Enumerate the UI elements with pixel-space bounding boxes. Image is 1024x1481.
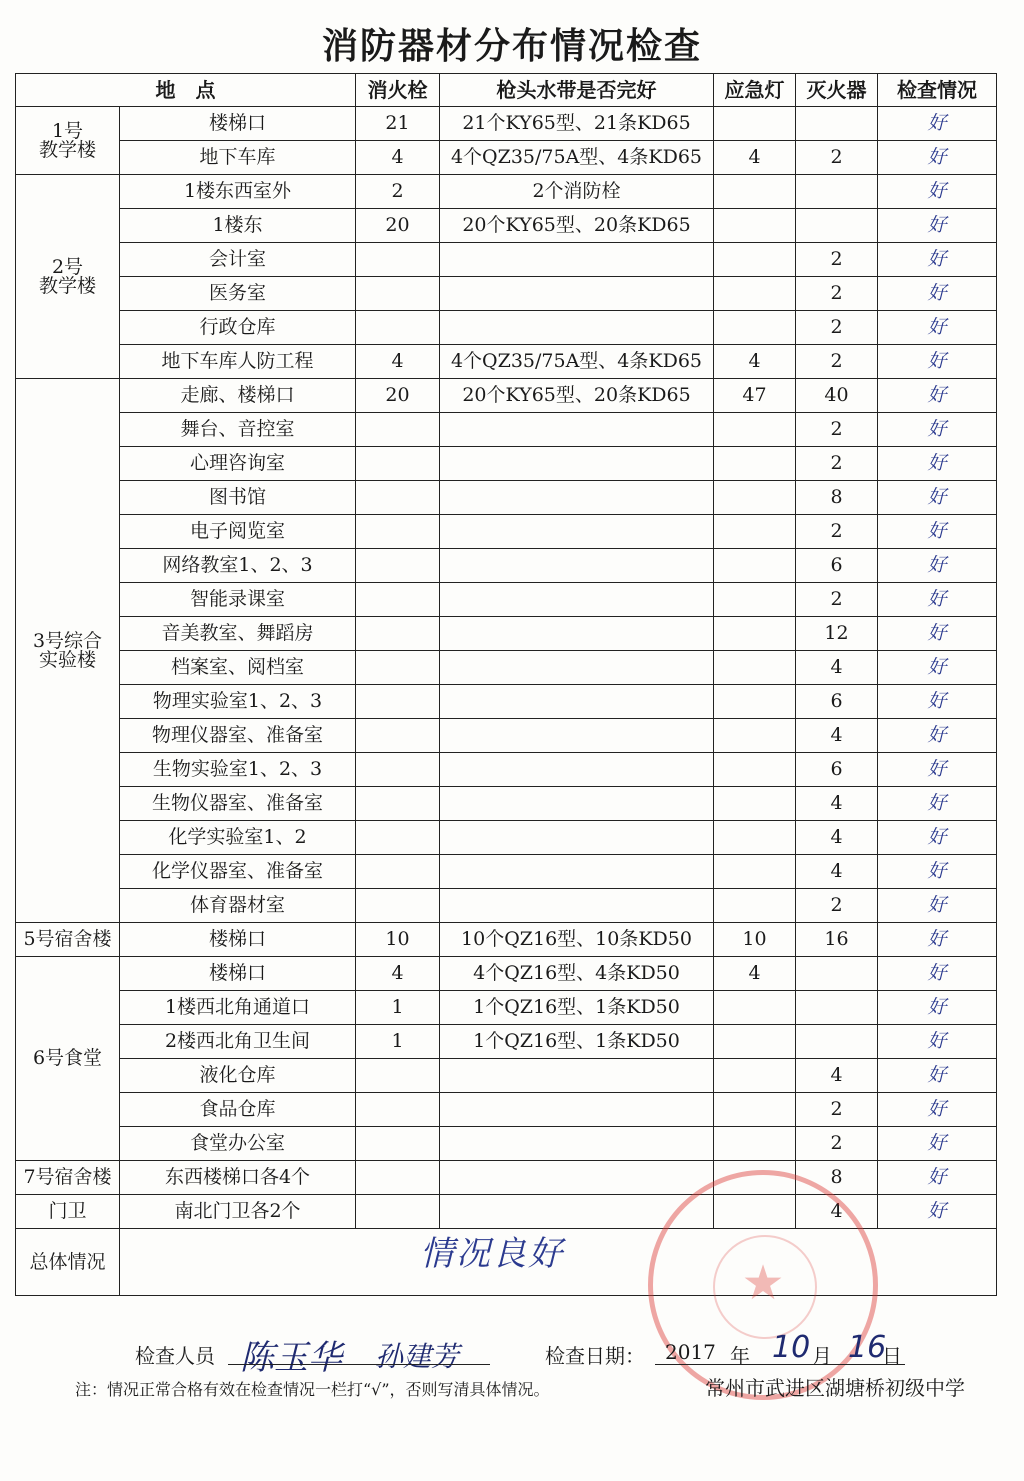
place-cell: 体育器材室 [120,889,356,923]
extinguisher-cell: 8 [796,1161,878,1195]
table-row [16,583,997,617]
check-cell: 好 [878,549,997,583]
place-cell: 东西楼梯口各4个 [120,1161,356,1195]
hydrant-cell [356,685,440,719]
place-cell: 医务室 [120,277,356,311]
check-cell: 好 [878,617,997,651]
emergency-light-cell: 4 [714,141,796,175]
school-seal [648,1170,878,1400]
check-cell: 好 [878,719,997,753]
extinguisher-cell: 6 [796,549,878,583]
extinguisher-cell: 6 [796,685,878,719]
hydrant-cell: 4 [356,957,440,991]
hydrant-cell [356,719,440,753]
hydrant-cell [356,787,440,821]
building-cell [16,1195,120,1229]
table-row [16,1025,997,1059]
place-cell: 物理实验室1、2、3 [120,685,356,719]
table-row [16,209,997,243]
extinguisher-cell [796,1025,878,1059]
table-row [16,719,997,753]
building-label: 7号宿舍楼 [23,1166,112,1188]
table-row [16,277,997,311]
place-cell: 楼梯口 [120,957,356,991]
place-cell: 智能录课室 [120,583,356,617]
hydrant-cell: 1 [356,991,440,1025]
table-row [16,1059,997,1093]
table-row [16,889,997,923]
hydrant-cell [356,447,440,481]
check-cell: 好 [878,583,997,617]
place-cell: 化学仪器室、准备室 [120,855,356,889]
header-row [16,74,997,107]
header-extinguisher: 灭火器 [796,74,878,107]
inspector-underline [228,1364,490,1365]
check-cell: 好 [878,107,997,141]
hose-cell: 4个QZ35/75A型、4条KD65 [440,141,714,175]
hose-cell [440,1161,714,1195]
extinguisher-cell: 2 [796,345,878,379]
hydrant-cell [356,549,440,583]
place-cell: 物理仪器室、准备室 [120,719,356,753]
place-cell: 食堂办公室 [120,1127,356,1161]
extinguisher-cell: 2 [796,1093,878,1127]
hydrant-cell: 2 [356,175,440,209]
check-cell: 好 [878,991,997,1025]
building-label: 实验楼 [38,648,96,671]
extinguisher-cell: 2 [796,311,878,345]
building-label: 3号综合 [32,629,103,652]
table-row [16,685,997,719]
emergency-light-cell [714,413,796,447]
emergency-light-cell: 10 [714,923,796,957]
emergency-light-cell [714,515,796,549]
hose-cell [440,855,714,889]
hose-cell [440,447,714,481]
extinguisher-cell: 2 [796,413,878,447]
extinguisher-cell: 2 [796,583,878,617]
hydrant-cell: 20 [356,379,440,413]
extinguisher-cell: 8 [796,481,878,515]
header-hydrant: 消火栓 [356,74,440,107]
extinguisher-cell: 12 [796,617,878,651]
school-name: 常州市武进区湖塘桥初级中学 [705,1376,965,1400]
emergency-light-cell: 47 [714,379,796,413]
building-cell [16,923,120,957]
place-cell: 电子阅览室 [120,515,356,549]
extinguisher-cell: 2 [796,277,878,311]
check-cell: 好 [878,821,997,855]
overall-label: 总体情况 [16,1229,120,1296]
date-label: 检查日期： [545,1344,645,1368]
hydrant-cell [356,753,440,787]
hose-cell [440,1059,714,1093]
table-row [16,549,997,583]
hose-cell: 1个QZ16型、1条KD50 [440,1025,714,1059]
hydrant-cell [356,1093,440,1127]
check-cell: 好 [878,345,997,379]
hose-cell [440,481,714,515]
check-cell: 好 [878,277,997,311]
date-month: 10 [772,1330,811,1365]
check-cell: 好 [878,923,997,957]
hose-cell [440,821,714,855]
place-cell: 2楼西北角卫生间 [120,1025,356,1059]
hose-cell [440,413,714,447]
hose-cell [440,583,714,617]
seal-star-icon: ★ [741,1255,785,1311]
check-cell: 好 [878,379,997,413]
check-cell: 好 [878,1059,997,1093]
hose-cell: 20个KY65型、20条KD65 [440,379,714,413]
place-cell: 楼梯口 [120,107,356,141]
check-cell: 好 [878,1025,997,1059]
emergency-light-cell [714,685,796,719]
table-row [16,243,997,277]
place-cell: 液化仓库 [120,1059,356,1093]
table-row [16,311,997,345]
table-row [16,753,997,787]
overall-value: 情况良好 [420,1234,564,1274]
date-month-unit: 月 [812,1344,832,1368]
check-cell: 好 [878,957,997,991]
emergency-light-cell [714,481,796,515]
header-check: 检查情况 [878,74,997,107]
table-row [16,413,997,447]
place-cell: 1楼西北角通道口 [120,991,356,1025]
emergency-light-cell [714,991,796,1025]
place-cell: 1楼东 [120,209,356,243]
place-cell: 网络教室1、2、3 [120,549,356,583]
footnote: 注：情况正常合格有效在检查情况一栏打“√”，否则写清具体情况。 [75,1380,550,1399]
extinguisher-cell: 2 [796,515,878,549]
hydrant-cell [356,1127,440,1161]
hydrant-cell [356,821,440,855]
place-cell: 舞台、音控室 [120,413,356,447]
check-cell: 好 [878,753,997,787]
extinguisher-cell: 2 [796,447,878,481]
extinguisher-cell: 4 [796,787,878,821]
place-cell: 生物实验室1、2、3 [120,753,356,787]
check-cell: 好 [878,685,997,719]
hydrant-cell: 21 [356,107,440,141]
table-row [16,651,997,685]
extinguisher-cell: 2 [796,141,878,175]
place-cell: 化学实验室1、2 [120,821,356,855]
emergency-light-cell [714,277,796,311]
place-cell: 走廊、楼梯口 [120,379,356,413]
hose-cell [440,243,714,277]
emergency-light-cell [714,617,796,651]
extinguisher-cell [796,175,878,209]
table-row [16,107,997,141]
extinguisher-cell: 2 [796,243,878,277]
emergency-light-cell [714,311,796,345]
date-year-unit: 年 [730,1344,750,1368]
hydrant-cell [356,277,440,311]
hose-cell [440,787,714,821]
hose-cell: 4个QZ35/75A型、4条KD65 [440,345,714,379]
extinguisher-cell: 6 [796,753,878,787]
date-day-unit: 日 [882,1344,902,1368]
extinguisher-cell: 4 [796,651,878,685]
extinguisher-cell: 40 [796,379,878,413]
hydrant-cell: 10 [356,923,440,957]
document-title: 消防器材分布情况检查 [321,26,702,67]
date-day: 16 [848,1330,887,1365]
emergency-light-cell [714,175,796,209]
hose-cell [440,311,714,345]
building-cell [16,379,120,923]
hydrant-cell [356,481,440,515]
emergency-light-cell [714,719,796,753]
hose-cell [440,617,714,651]
emergency-light-cell [714,1059,796,1093]
table-row [16,447,997,481]
table-row [16,515,997,549]
inspector-signature-2: 孙建芳 [375,1340,460,1373]
table-body [16,107,997,1229]
hydrant-cell: 4 [356,345,440,379]
hose-cell [440,753,714,787]
building-label: 6号食堂 [32,1047,103,1069]
emergency-light-cell [714,243,796,277]
building-label: 教学楼 [38,138,96,161]
hydrant-cell [356,855,440,889]
table-row [16,175,997,209]
hydrant-cell [356,1195,440,1229]
hydrant-cell: 4 [356,141,440,175]
extinguisher-cell: 4 [796,1195,878,1229]
table-row [16,1127,997,1161]
check-cell: 好 [878,481,997,515]
hydrant-cell: 20 [356,209,440,243]
emergency-light-cell [714,855,796,889]
emergency-light-cell [714,447,796,481]
hose-cell: 10个QZ16型、10条KD50 [440,923,714,957]
place-cell: 音美教室、舞蹈房 [120,617,356,651]
emergency-light-cell: 4 [714,957,796,991]
hose-cell [440,685,714,719]
hose-cell: 1个QZ16型、1条KD50 [440,991,714,1025]
place-cell: 1楼东西室外 [120,175,356,209]
check-cell: 好 [878,447,997,481]
building-label: 2号 [51,255,84,278]
hose-cell [440,719,714,753]
place-cell: 图书馆 [120,481,356,515]
hose-cell: 21个KY65型、21条KD65 [440,107,714,141]
hose-cell [440,1093,714,1127]
building-label: 教学楼 [38,274,96,297]
check-cell: 好 [878,1127,997,1161]
place-cell: 档案室、阅档室 [120,651,356,685]
check-cell: 好 [878,651,997,685]
place-cell: 心理咨询室 [120,447,356,481]
hose-cell [440,889,714,923]
check-cell: 好 [878,413,997,447]
check-cell: 好 [878,889,997,923]
table-row [16,379,997,413]
building-label: 5号宿舍楼 [23,928,112,950]
place-cell: 地下车库 [120,141,356,175]
hydrant-cell [356,1059,440,1093]
emergency-light-cell [714,787,796,821]
hose-cell [440,1127,714,1161]
hose-cell [440,515,714,549]
inspector-signature-1: 陈玉华 [240,1338,342,1378]
extinguisher-cell [796,107,878,141]
building-cell [16,175,120,379]
table-row [16,923,997,957]
table-row [16,345,997,379]
check-cell: 好 [878,1161,997,1195]
hydrant-cell [356,889,440,923]
hydrant-cell [356,243,440,277]
table-row [16,855,997,889]
extinguisher-cell [796,957,878,991]
header-hose: 枪头水带是否完好 [440,74,714,107]
hose-cell [440,277,714,311]
check-cell: 好 [878,209,997,243]
emergency-light-cell [714,209,796,243]
place-cell: 会计室 [120,243,356,277]
header-location: 地 点 [16,74,356,107]
building-cell [16,107,120,175]
extinguisher-cell: 4 [796,719,878,753]
check-cell: 好 [878,243,997,277]
hydrant-cell [356,617,440,651]
extinguisher-cell [796,991,878,1025]
hose-cell [440,651,714,685]
check-cell: 好 [878,855,997,889]
building-cell [16,957,120,1161]
hydrant-cell [356,515,440,549]
hydrant-cell [356,1161,440,1195]
table-row [16,1093,997,1127]
emergency-light-cell [714,583,796,617]
table-row [16,991,997,1025]
emergency-light-cell [714,1093,796,1127]
check-cell: 好 [878,175,997,209]
table-row [16,821,997,855]
extinguisher-cell: 4 [796,1059,878,1093]
emergency-light-cell [714,1025,796,1059]
extinguisher-cell: 2 [796,1127,878,1161]
check-cell: 好 [878,1093,997,1127]
building-cell [16,1161,120,1195]
extinguisher-cell: 16 [796,923,878,957]
check-cell: 好 [878,141,997,175]
extinguisher-cell: 2 [796,889,878,923]
table-row [16,787,997,821]
emergency-light-cell: 4 [714,345,796,379]
hose-cell: 4个QZ16型、4条KD50 [440,957,714,991]
extinguisher-cell: 4 [796,855,878,889]
hose-cell: 20个KY65型、20条KD65 [440,209,714,243]
hose-cell [440,549,714,583]
emergency-light-cell [714,753,796,787]
extinguisher-cell [796,209,878,243]
table-row [16,617,997,651]
emergency-light-cell [714,821,796,855]
place-cell: 南北门卫各2个 [120,1195,356,1229]
emergency-light-cell [714,549,796,583]
place-cell: 楼梯口 [120,923,356,957]
emergency-light-cell [714,1127,796,1161]
extinguisher-cell: 4 [796,821,878,855]
table-row [16,481,997,515]
date-underline [655,1364,905,1365]
place-cell: 行政仓库 [120,311,356,345]
check-cell: 好 [878,787,997,821]
check-cell: 好 [878,311,997,345]
emergency-light-cell [714,889,796,923]
place-cell: 地下车库人防工程 [120,345,356,379]
hydrant-cell [356,311,440,345]
hydrant-cell [356,583,440,617]
hose-cell: 2个消防栓 [440,175,714,209]
table-row [16,1161,997,1195]
inspector-label: 检查人员 [135,1344,215,1368]
check-cell: 好 [878,515,997,549]
hydrant-cell: 1 [356,1025,440,1059]
building-label: 1号 [51,119,84,142]
hydrant-cell [356,413,440,447]
hydrant-cell [356,651,440,685]
date-year: 2017 [665,1340,716,1364]
table-row [16,141,997,175]
building-label: 门卫 [48,1200,87,1222]
check-cell: 好 [878,1195,997,1229]
table-row [16,957,997,991]
place-cell: 生物仪器室、准备室 [120,787,356,821]
inspection-table [15,73,997,1296]
emergency-light-cell [714,651,796,685]
emergency-light-cell [714,107,796,141]
place-cell: 食品仓库 [120,1093,356,1127]
header-emergency-light: 应急灯 [714,74,796,107]
